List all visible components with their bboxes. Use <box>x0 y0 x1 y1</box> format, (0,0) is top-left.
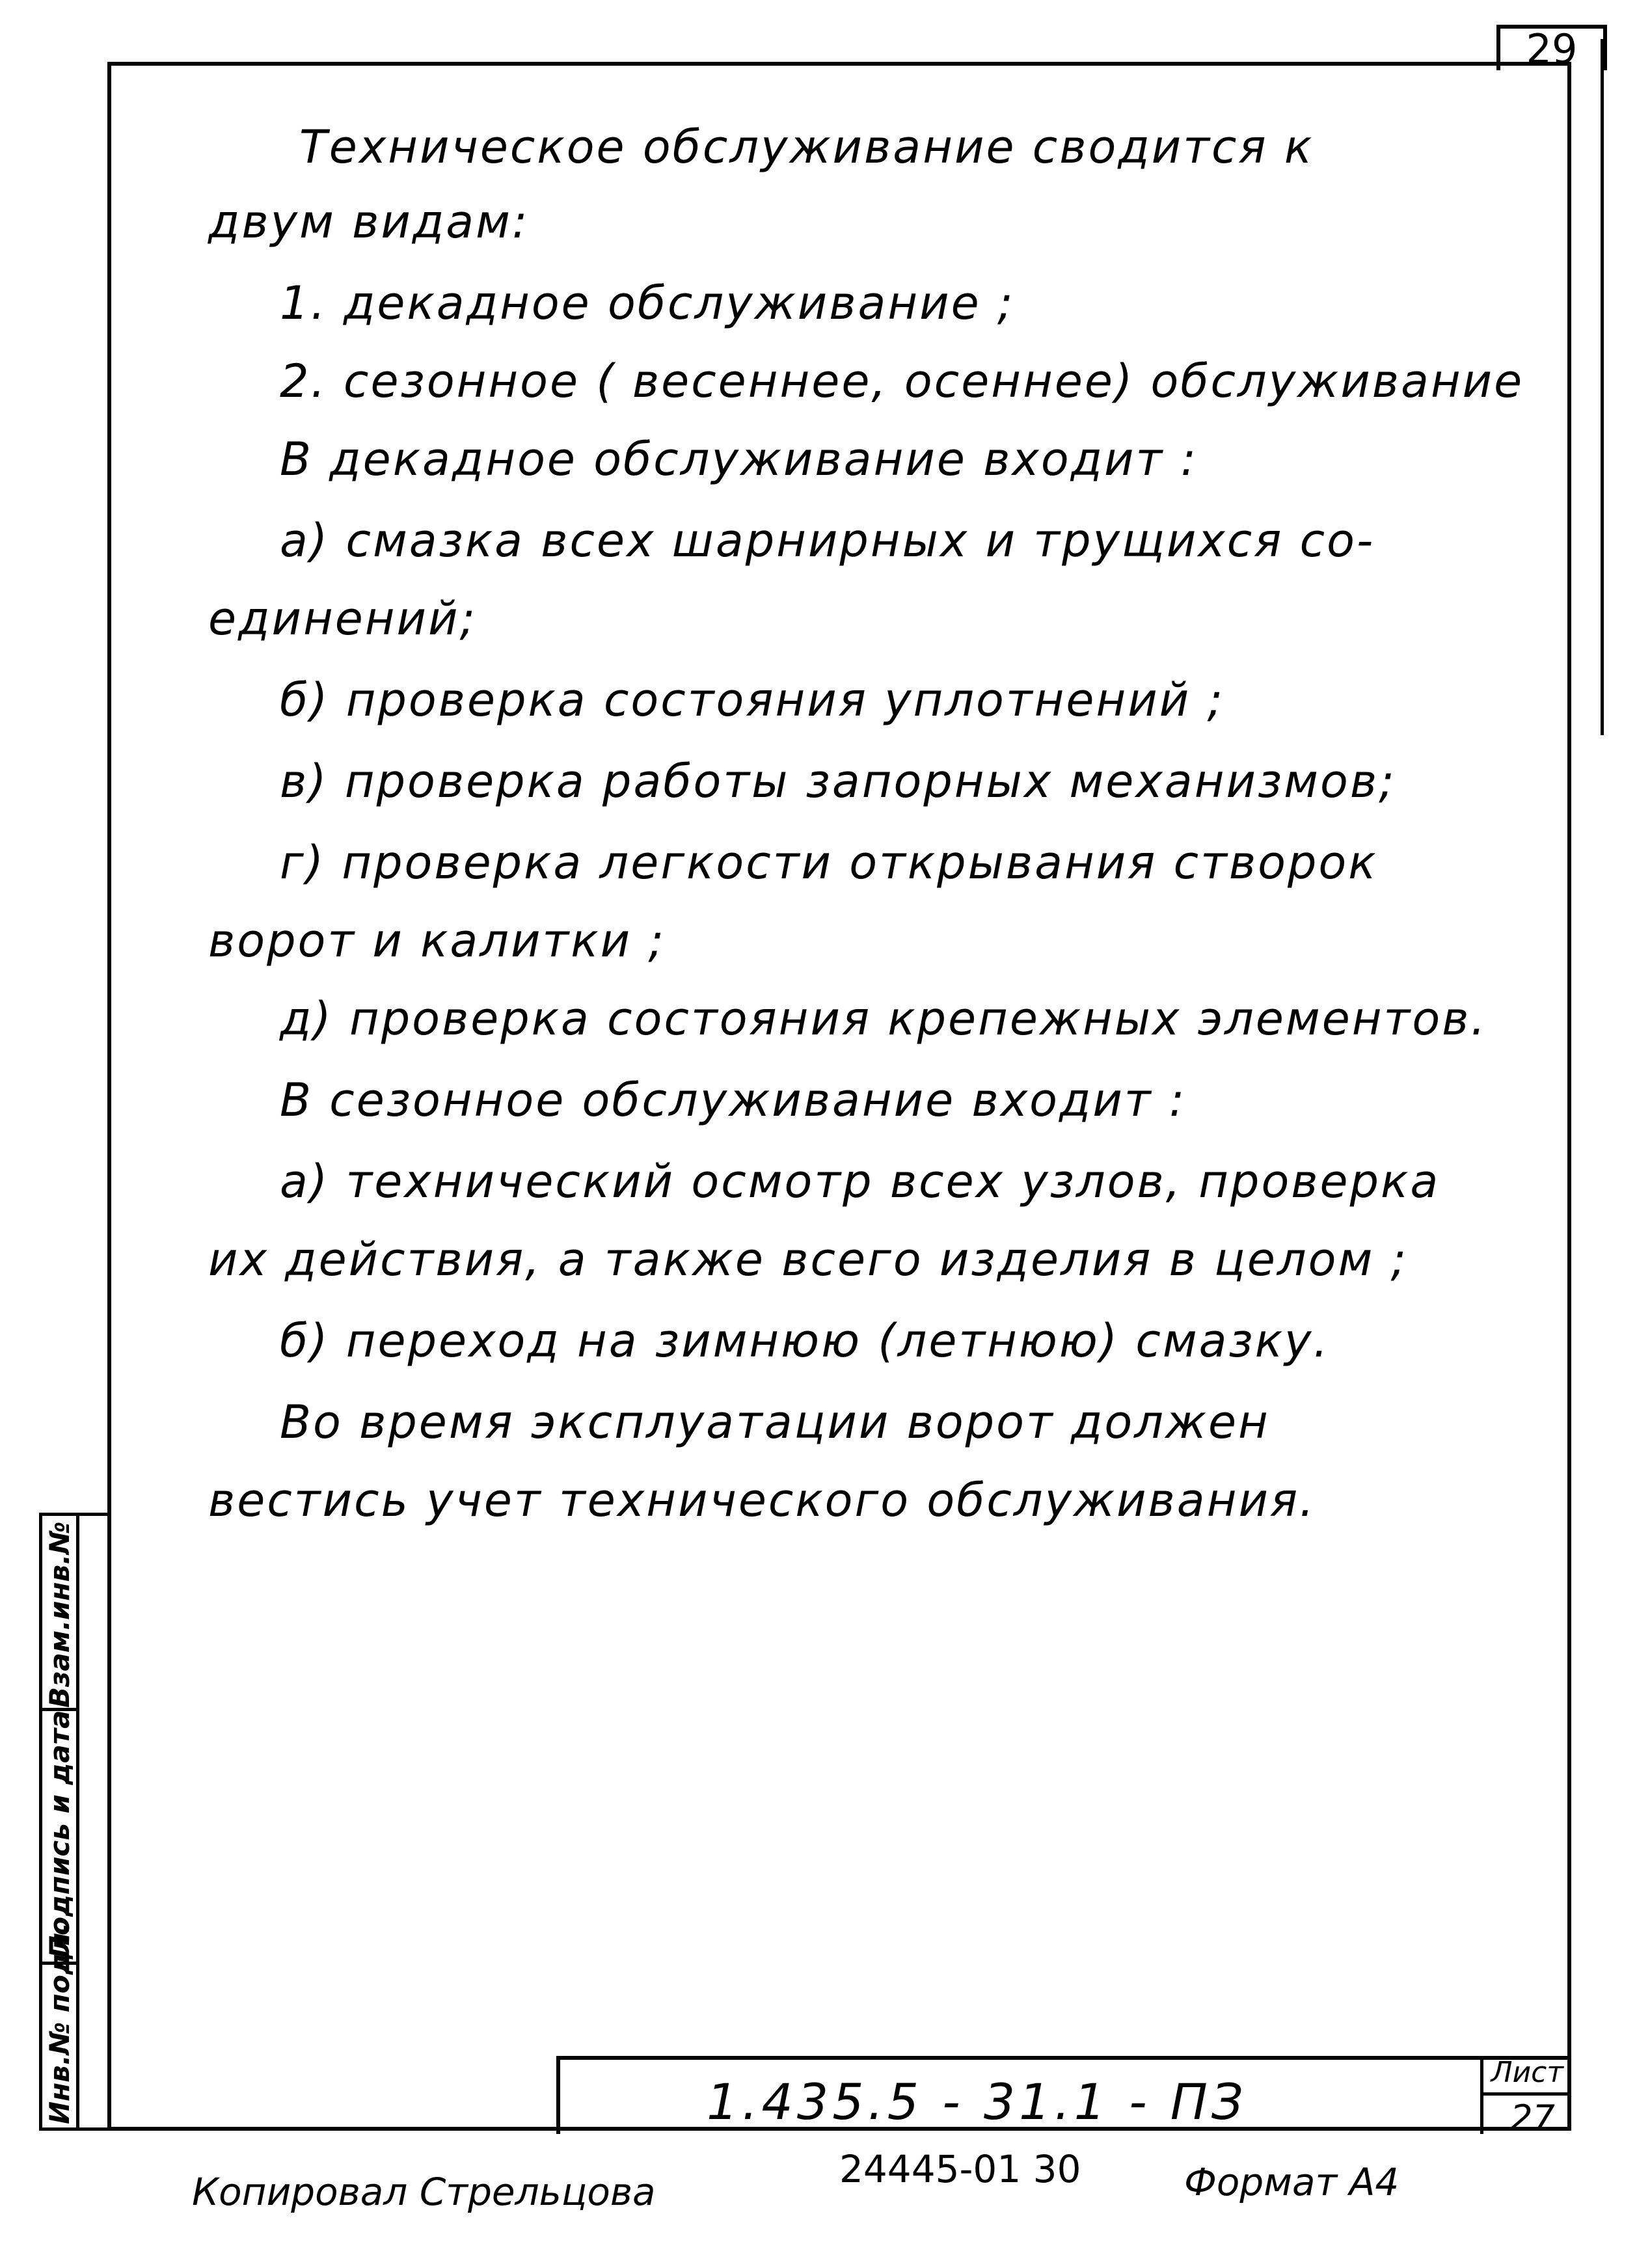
document-code: 1.435.5 - 31.1 - ПЗ <box>707 2073 1247 2131</box>
margin-label-replaced-inv: Взам.инв.№ <box>44 1521 75 1708</box>
sheet-value: 27 <box>1510 2098 1555 2139</box>
text-line: вестись учет технического обслуживания. <box>208 1474 1316 1527</box>
margin-label-signature-date: Подпись и дата <box>44 1710 75 1958</box>
text-line: Техническое обслуживание сводится к <box>299 120 1314 174</box>
text-line: 1. декадное обслуживание ; <box>280 277 1015 330</box>
text-line: В декадное обслуживание входит : <box>280 433 1198 486</box>
margin-stamp <box>39 1513 109 2131</box>
text-line: д) проверка состояния крепежных элементов. <box>280 992 1487 1046</box>
text-line: б) переход на зимнюю (летнюю) смазку. <box>280 1314 1330 1368</box>
title-block <box>556 2056 1571 2139</box>
binding-line <box>1601 39 1604 735</box>
margin-label-inv-no: Инв.№ подл. <box>44 1922 75 2124</box>
sheet-number: 29 <box>1496 25 1607 70</box>
title-block-divider <box>1480 2060 1483 2134</box>
text-line: двум видам: <box>208 195 530 249</box>
text-line: г) проверка легкости открывания створок <box>280 836 1378 889</box>
format-label: Формат А4 <box>1184 2160 1400 2204</box>
text-line: в) проверка работы запорных механизмов; <box>280 755 1396 808</box>
copied-by: Копировал Стрельцова <box>192 2170 656 2214</box>
text-line: 2. сезонное ( весеннее, осеннее) обслуживание <box>280 355 1524 408</box>
text-line: б) проверка состояния уплотнений ; <box>280 673 1225 727</box>
text-line: В сезонное обслуживание входит : <box>280 1073 1187 1127</box>
text-line: а) смазка всех шарнирных и трущихся со- <box>280 514 1375 567</box>
sheet-cell-divider <box>1483 2092 1571 2096</box>
text-line: ворот и калитки ; <box>208 914 666 967</box>
sheet-label: Лист <box>1491 2056 1563 2089</box>
text-line: их действия, а также всего изделия в целом ; <box>208 1233 1409 1286</box>
margin-column-divider <box>76 1516 79 2127</box>
text-line: единений; <box>208 592 478 645</box>
order-number: 24445-01 30 <box>839 2147 1081 2191</box>
text-line: а) технический осмотр всех узлов, проверка <box>280 1155 1440 1208</box>
text-line: Во время эксплуатации ворот должен <box>280 1396 1270 1449</box>
